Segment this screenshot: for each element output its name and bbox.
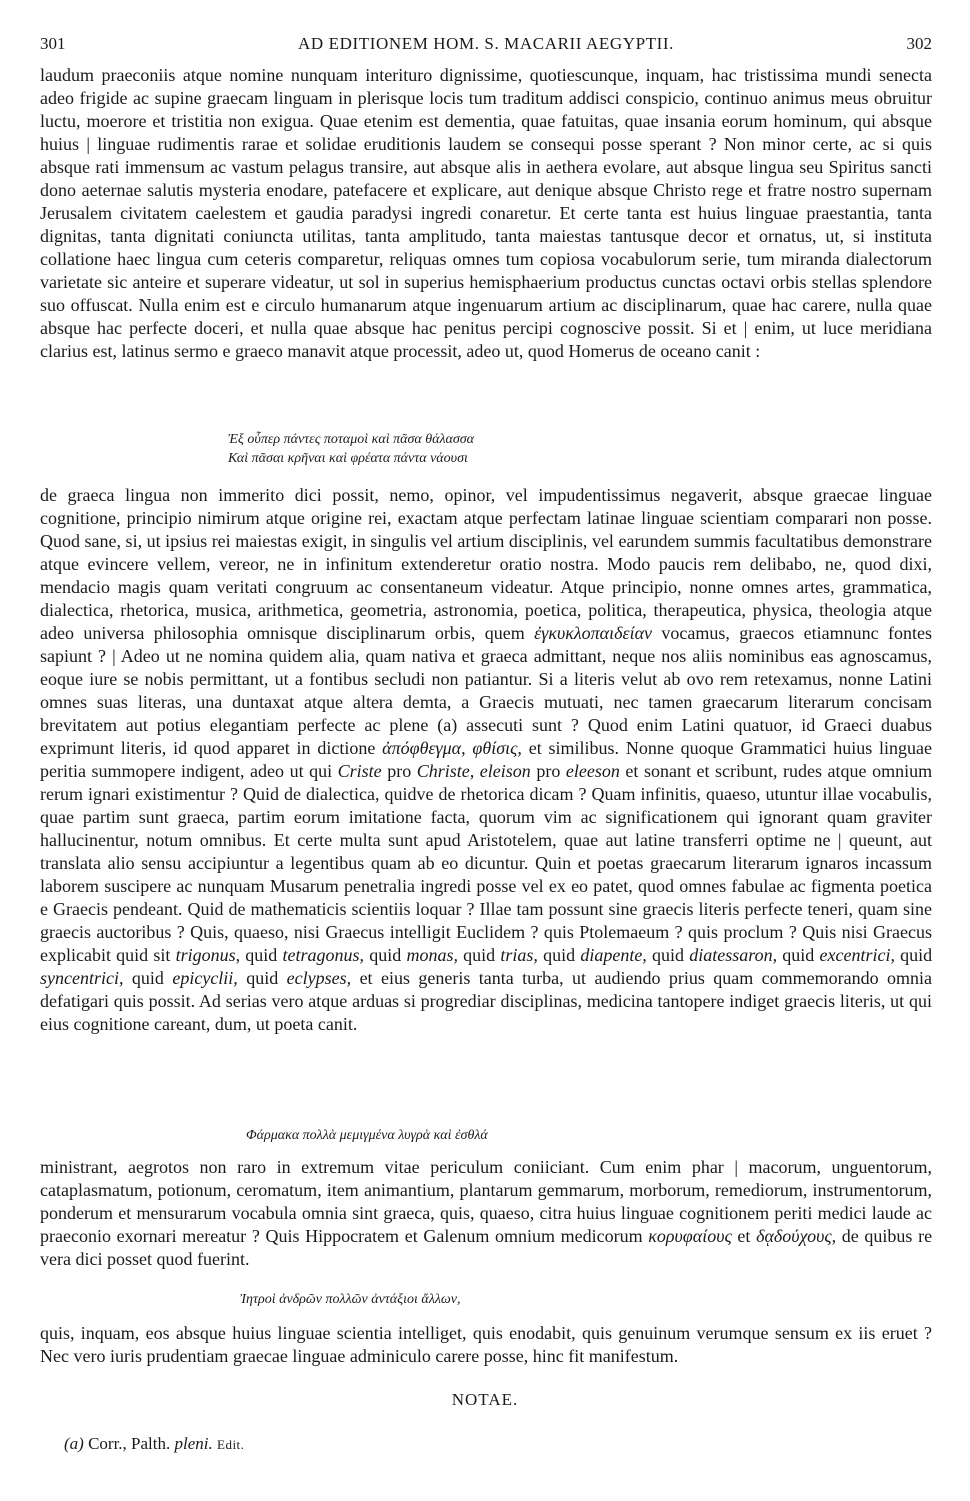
paragraph-2	[40, 484, 932, 1036]
footnote-marker: (a)	[64, 1434, 84, 1453]
greek-quote-3	[240, 1290, 461, 1309]
footnote-text: Corr., Palth.	[88, 1434, 171, 1453]
paragraph-3	[40, 1156, 932, 1271]
greek-quote-3-line: Ἰητροὶ ἀνδρῶν πολλῶν ἀντάξιοι ἄλλων,	[240, 1292, 461, 1307]
paragraph-2-text: de graeca lingua non immerito dici possit, nemo, opinor, vel impudentissimus negaverit, absque graecae linguae cognitione, principio nimirum atque origine rei, exactam atque perfectam latinae linguae scientiam comparari non posse. Quod sane, si, ut ipsius rei maiestas exigit, in singulis vel artium disciplinis, vel earundem summis facultatibus demonstrare atque evincere vellem, vereor, ne in infinitum extenderetur oratio nostra. Modo paucis rem delibabo, ne, quod dixi, mendacio magis quam veritati congruum ac consentaneum videatur. Atque principio, nonne omnes artes, grammatica, dialectica, rhetorica, musica, arithmetica, geometria, astronomia, poetica, politica, therapeutica, physica, theologia atque adeo universa philosophia omnisque disciplinarum orbis, quem ἐγκυκλοπαιδείαν vocamus, graecos etiamnunc fontes sapiunt ? | Adeo ut ne nomina quidem alia, quam nativa et graeca admittant, neque nos aliis nominibus eas agnoscamus, eoque iure se nobis permittant, ut a fontibus secludi non patiantur. Si a literis velut ab ovo rem retexamus, nonne Latini omnes suas literas, una duntaxat atque altera demta, a Graecis mutuati, nec tamen graecarum literarum concisam brevitatem aut potius elegantiam perfecte ac plene (a) assecuti sunt ? Quod enim Latini quatuor, id Graeci duabus exprimunt literis, id quod apparet in dictione ἀπόφθεγμα, φθίσις, et similibus. Nonne quoque Grammatici huius linguae peritia summopere indigent, adeo ut qui Criste pro Christe, eleison pro eleeson et sonant et scribunt, rudes atque omnium rerum ignari existimentur ? Quid de dialectica, quidve de rhetorica dicam ? Quam infinitis, quaeso, utuntur illae vocabulis, quae partim sunt graeca, partim eorum imitatione facta, quorum vim ac significationem qui ignorant quam graviter hallucinentur, notum omnibus. Et certe multa sunt apud Aristotelem, quae aut latine transferri optime ne | queunt, aut translata alio sensu accipiuntur a legentibus quam ab eo dicuntur. Quin et poetas graecarum literarum ignaros incassum laborem suscipere ac nunquam Musarum penetralia ingredi posse vel ex eo patet, quod omnes fabulae ac figmenta poetica e Graecis pendeant. Quid de mathematicis scientiis loquar ? Illae tam possunt sine graecis literis perfecte teneri, quam sine graecis auctoribus ? Quis, quaeso, nisi Graecus intelligit Euclidem ? quis Ptolemaeum ? quis proclum ? Quis nisi Graecus explicabit quid sit trigonus, quid tetragonus, quid monas, quid trias, quid diapente, quid diatessaron, quid excentrici, quid syncentrici, quid epicyclii, quid eclypses, et eius generis tanta turba, ut audiendo prius quam commemorando omnia defatigari quis possit. Ad serias vero atque arduas si progrediar disciplinas, medicina tantopere indiget graecis literis, ut qui eius cognitione careant, dum, ut poeta canit.	[40, 485, 933, 1034]
paragraph-1-text: laudum praeconiis atque nomine nunquam interituro dignissime, quotiescunque, inquam, hac tristissima mundi senecta adeo frigide ac supine graecam linguam in plerisque locis tum traditum addisci conspicio, continuo animus meus obruitur luctu, moerore et tristitia non exigua. Quae etenim est dementia, quae fatuitas, quae insania eorum hominum, qui absque huius | linguae rudimentis rarae et solidae eruditionis laudem se consequi posse sperant ? Non minor certe, ac si quis absque rati immensum ac vastum pelagus transire, aut absque alis in aethera evolare, aut absque lingua seu Spiritus sancti dono aeternae salutis mysteria enodare, patefacere et explicare, aut denique absque Christo rege et fratre nostro supernam Jerusalem civitatem caelestem et gaudia paradysi ingredi conaretur. Et certe tanta est huius linguae praestantia, tanta dignitas, tanta dignitati coniuncta utilitas, tanta amplitudo, tanta maiestas tantusque decor et ornatus, ut, si instituta collatione haec lingua cum ceteris comparetur, reliquas omnes tum copiosa vocabulorum serie, tum miranda dialectorum varietate sic anteire et superare videatur, ut sol in superius hemisphaerium productus cunctas octavi orbis stellas splendore suo offuscat. Nulla enim est e circulo humanarum atque ingenuarum artium ac disciplinarum, quae hac carere, nulla quae absque hac perfecte doceri, et nulla quae absque hac penitus percipi cognoscive possit. Si et | enim, ut luce meridiana clarius est, latinus sermo e graeco manavit atque processit, adeo ut, quod Homerus de oceano canit :	[40, 65, 932, 361]
paragraph-1	[40, 64, 932, 363]
greek-quote-1-line-1: Ἐξ οὗπερ πάντες ποταμοὶ καὶ πᾶσα θάλασσα	[228, 432, 475, 447]
page-header	[40, 34, 932, 58]
greek-quote-2-line: Φάρμακα πολλὰ μεμιγμένα λυγρὰ καὶ ἐσθλά	[246, 1128, 488, 1143]
footnote-italic: pleni.	[174, 1434, 213, 1453]
paragraph-4	[40, 1322, 932, 1368]
greek-quote-2	[246, 1126, 488, 1145]
notes-heading: NOTAE.	[451, 1390, 519, 1409]
paragraph-4-text: quis, inquam, eos absque huius linguae scientia intelliget, quis enodabit, quis genuinum verumque sensum ex iis eruet ? Nec vero iuris prudentiam graecae linguae adminiculo carere posse, hinc fit manifestum.	[40, 1323, 932, 1366]
footnote-edit: Edit.	[217, 1437, 245, 1452]
paragraph-3-text: ministrant, aegrotos non raro in extremum vitae periculum coniiciant. Cum enim phar | macorum, unguentorum, cataplasmatum, potionum, ceromatum, item animantium, plantarum gemmarum, morborum, remediorum, instrumentorum, ponderum et mensurarum vocabula omnia sint graeca, quis, quaeso, citra huius linguae cognitionem periti medici laude ac praeconio exornari mereatur ? Quis Hippocratem et Galenum omnium medicorum κορυφαίους et δᾳδούχους, de quibus re vera dici posset quod fuerint.	[40, 1157, 933, 1269]
running-title: AD EDITIONEM HOM. S. MACARII AEGYPTII.	[297, 34, 674, 53]
page-number-left: 301	[40, 34, 66, 53]
footnote-a	[64, 1434, 244, 1454]
greek-quote-1	[228, 430, 474, 468]
greek-quote-1-line-2: Καὶ πᾶσαι κρῆναι καὶ φρέατα πάντα νάουσι	[228, 451, 468, 466]
page-number-right: 302	[906, 34, 932, 53]
